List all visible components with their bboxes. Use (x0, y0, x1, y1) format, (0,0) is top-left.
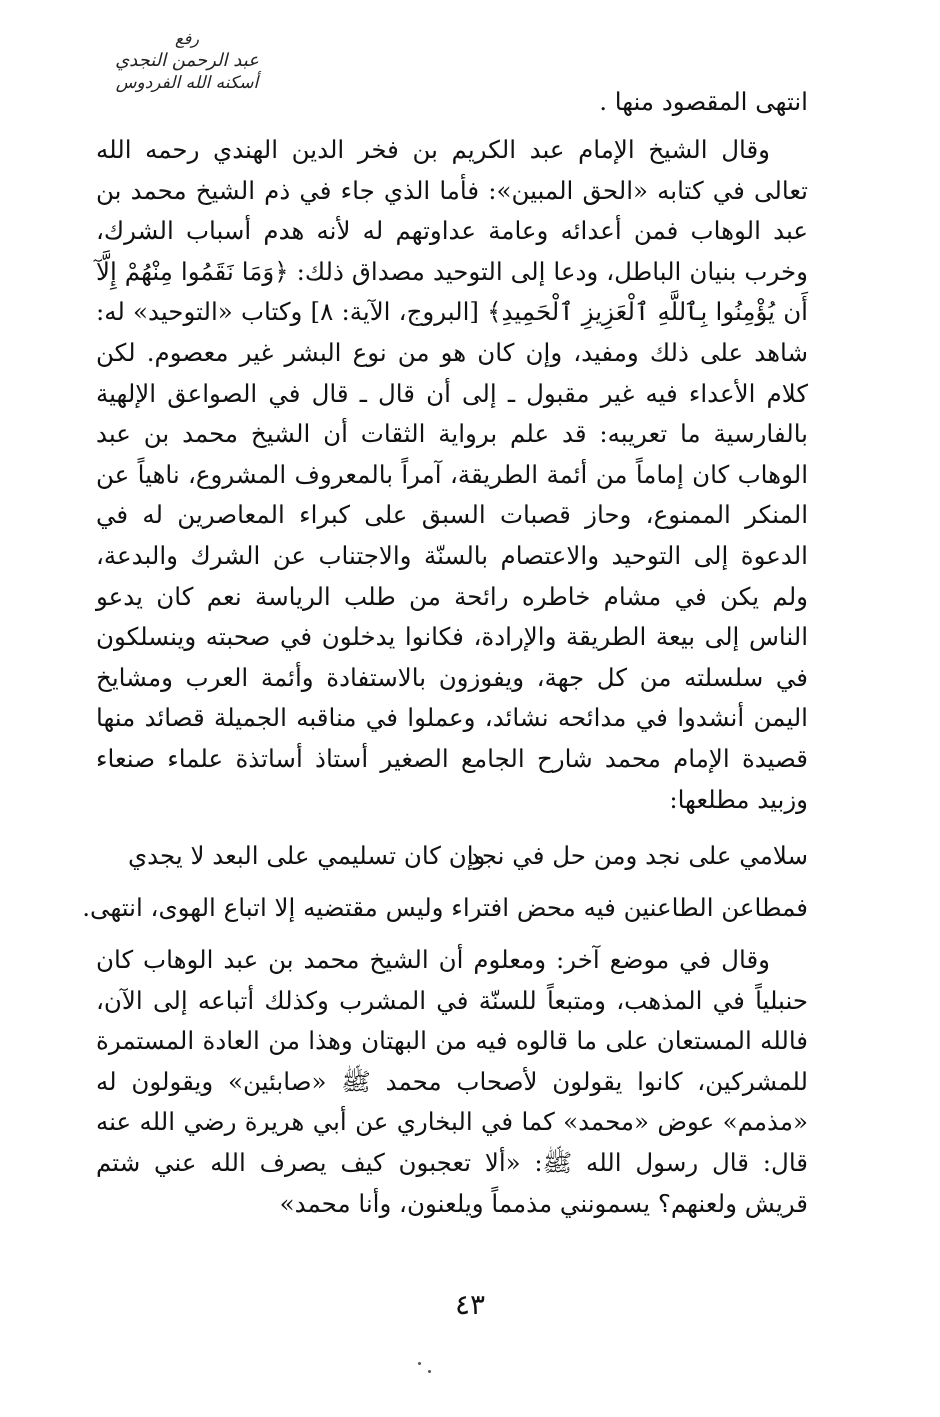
paragraph-2-text: وقال في موضع آخر: ومعلوم أن الشيخ محمد بن عبد الوهاب كان حنبلياً في المذهب، ومتبعاً للسنّة في المشرب وكذلك أتباعه إلى الآن، فالله المستعان على ما قالوه فيه من البهتان وهذا من العادة المستمرة للمشركين، كانوا يقولون لأصحاب محمد ﷺ «صابئين» ويقولون له «مذمم» عوض «محمد» كما في البخاري عن أبي هريرة رضي الله عنه قال: قال رسول الله ﷺ: «ألا تعجبون كيف يصرف الله عني شتم قريش ولعنهم؟ يسمونني مذمماً ويلعنون، وأنا محمد» (96, 945, 808, 1218)
stamp-line-2: عبد الرحمن النجدي (115, 50, 259, 71)
stamp-line-1: رفع (175, 29, 199, 48)
stamp-line-3: أسكنه الله الفردوس (115, 73, 259, 93)
paragraph-2 (96, 940, 808, 1224)
ownership-stamp (82, 28, 292, 118)
poem-hemistich-2: وإن كان تسليمي على البعد لا يجدي (128, 841, 486, 870)
scan-specks (412, 1358, 442, 1378)
page-number: ٤٣ (454, 1288, 486, 1321)
line-after-poem: فمطاعن الطاعنين فيه محض افتراء وليس مقتضيه إلا اتباع الهوى، انتهى. (82, 893, 808, 922)
quote-end-line: انتهى المقصود منها . (599, 87, 808, 116)
paragraph-1-text: وقال الشيخ الإمام عبد الكريم بن فخر الدين الهندي رحمه الله تعالى في كتابه «الحق المبين»: فأما الذي جاء في ذم الشيخ محمد بن عبد الوهاب فمن أعدائه وعامة عداوتهم له لأنه هدم أسباب الشرك، وخرب بنيان الباطل، ودعا إلى التوحيد مصداق ذلك: ﴿وَمَا نَقَمُوا مِنْهُمْ إِلَّآ أَن يُؤْمِنُوا بِٱللَّهِ ٱلْعَزِيزِ ٱلْحَمِيدِ﴾ [البروج، الآية: ٨] وكتاب «التوحيد» له: شاهد على ذلك ومفيد، وإن كان هو من نوع البشر غير معصوم. لكن كلام الأعداء فيه غير مقبول ـ إلى أن قال ـ قال في الصواعق الإلهية بالفارسية ما تعريبه: قد علم برواية الثقات أن الشيخ محمد بن عبد الوهاب كان إماماً من أئمة الطريقة، آمراً بالمعروف المشروع، ناهياً عن المنكر الممنوع، وحاز قصبات السبق على كبراء المعاصرين له في الدعوة إلى التوحيد والاعتصام بالسنّة والاجتناب عن الشرك والبدعة، ولم يكن في مشام خاطره رائحة من طلب الرياسة نعم كان يدعو الناس إلى بيعة الطريقة والإرادة، فكانوا يدخلون في صحبته وينسلكون في سلسلته من كل جهة، ويفوزون بالاستفادة وأئمة العرب ومشايخ اليمن أنشدوا في مدائحه نشائد، وعملوا في مناقبه الجميلة قصائد منها قصيدة الإمام محمد شارح الجامع الصغير أستاذ أساتذة علماء صنعاء وزبيد مطلعها: (96, 135, 808, 814)
poem-hemistich-1: سلامي على نجد ومن حل في نجد (469, 841, 808, 870)
paragraph-1 (96, 130, 808, 820)
poem-verse (128, 836, 808, 876)
